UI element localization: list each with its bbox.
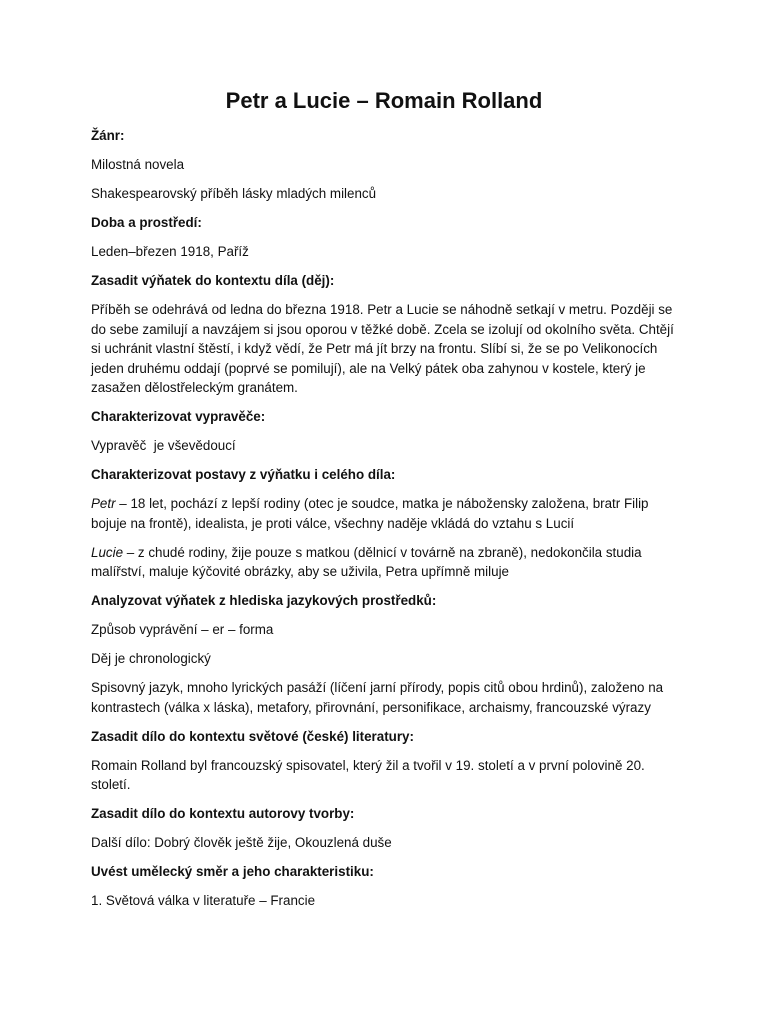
character-name-lucie: Lucie	[91, 544, 124, 560]
plot-text: Příběh se odehrává od ledna do března 1918. Petr a Lucie se náhodně setkají v metru. Později se do sebe zamilují a navzájem si jsou oporou v těžké době. Zcela se izolují od okolního světa. Chtějí si uchránit vlastní štěstí, i když vědí, že Petr má jít brzy na frontu. Slíbí si, že se po Velikonocích jeden druhému oddají (poprvé se pomilují), ale na Velký pátek oba zahynou v kostele, který je zasažen dělostřeleckým granátem.	[91, 301, 674, 396]
character-petr	[91, 494, 687, 533]
character-desc-petr: – 18 let, pochází z lepší rodiny (otec je soudce, matka je nábožensky založena, bratr Filip bojuje na frontě), idealista, je proti válce, všechny naděje vkládá do vztahu s Lucií	[91, 496, 649, 531]
genre-line-2: Shakespearovský příběh lásky mladých milenců	[91, 185, 377, 201]
genre-line-1: Milostná novela	[91, 156, 185, 172]
heading-author-work: Zasadit dílo do kontextu autorovy tvorby:	[91, 806, 355, 822]
character-name-petr: Petr	[91, 496, 116, 512]
time-place-text: Leden–březen 1918, Paříž	[91, 243, 249, 259]
character-lucie	[91, 543, 687, 582]
heading-genre: Žánr:	[91, 128, 125, 143]
document-title: Petr a Lucie – Romain Rolland	[225, 88, 543, 113]
language-line-1: Způsob vyprávění – er – forma	[91, 622, 274, 638]
heading-narrator: Charakterizovat vypravěče:	[91, 409, 266, 425]
document-body	[91, 126, 687, 920]
heading-plot: Zasadit výňatek do kontextu díla (děj):	[91, 272, 335, 288]
world-lit-text: Romain Rolland byl francouzský spisovatel, který žil a tvořil v 19. století a v první polovině 20. století.	[91, 757, 645, 793]
heading-time-place: Doba a prostředí:	[91, 214, 202, 230]
art-movement-text: 1. Světová válka v literatuře – Francie	[91, 893, 316, 909]
language-line-3: Spisovný jazyk, mnoho lyrických pasáží (líčení jarní přírody, popis citů obou hrdinů), založeno na kontrastech (válka x láska), metafory, přirovnání, personifikace, archaismy, francouzské výrazy	[91, 680, 664, 715]
character-desc-lucie: – z chudé rodiny, žije pouze s matkou (dělnicí v továrně na zbraně), nedokončila studia malířství, maluje kýčovité obrázky, aby se uživila, Petra upřímně miluje	[91, 544, 642, 580]
heading-world-lit: Zasadit dílo do kontextu světové (české) literatury:	[91, 728, 414, 744]
heading-characters: Charakterizovat postavy z výňatku i celého díla:	[91, 467, 396, 483]
language-line-2: Děj je chronologický	[91, 651, 211, 667]
heading-art-movement: Uvést umělecký směr a jeho charakteristiku:	[91, 864, 374, 880]
narrator-text: Vypravěč je vševědoucí	[91, 438, 236, 454]
heading-language: Analyzovat výňatek z hlediska jazykových prostředků:	[91, 593, 437, 609]
author-work-text: Další dílo: Dobrý člověk ještě žije, Okouzlená duše	[91, 835, 392, 851]
